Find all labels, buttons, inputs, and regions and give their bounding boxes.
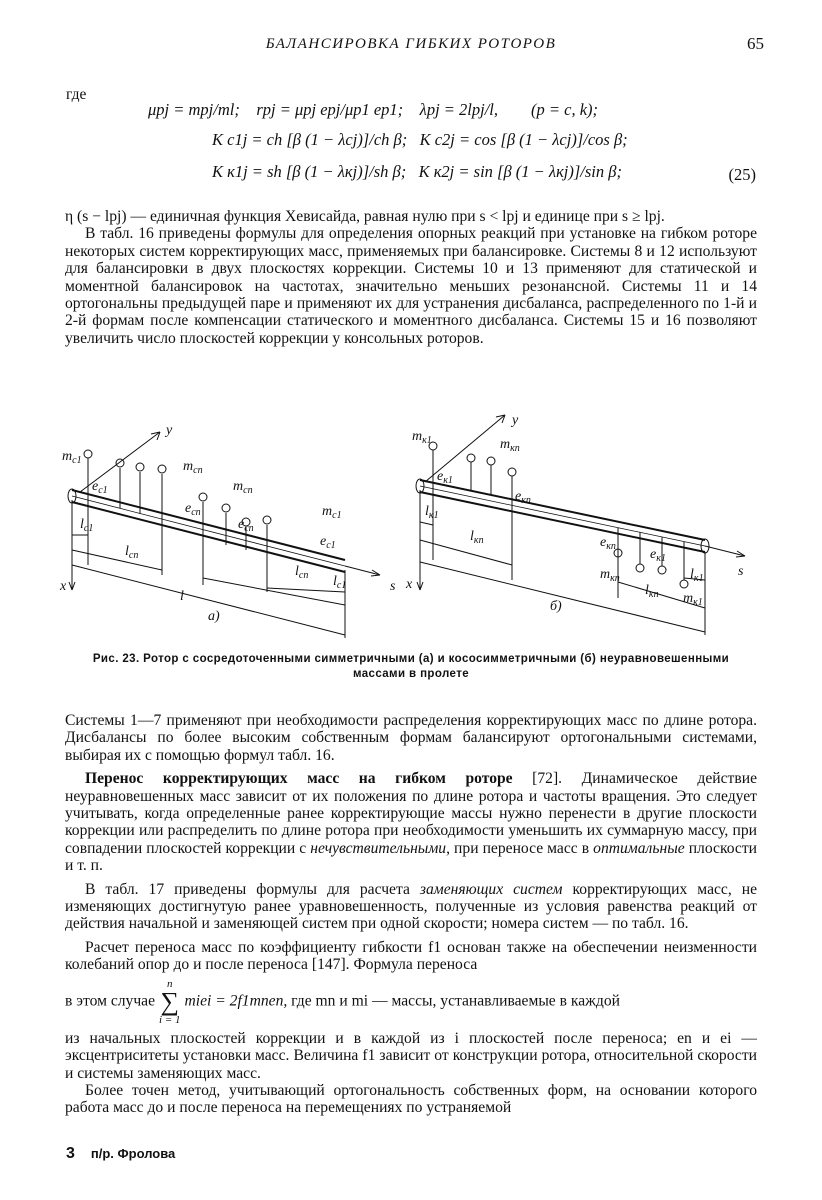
x-axis-label-b: x (406, 577, 413, 592)
paragraph-flexibility: Расчет переноса масс по коэффициенту гибкости f1 основан также на обеспечении неизменности колебаний опор до и после переноса [147]. Формула переноса (65, 938, 757, 974)
svg-text:eк1: $e_{к1}$ (437, 469, 453, 486)
paragraph-transfer: Перенос корректирующих масс на гибком роторе [72]. Динамическое действие неуравновешенных масс зависит от их положения по длине ротора и частоты вращения. Это следует учитывать, когда определенные ранее корректирующие массы нужно перенести в другие плоскости коррекции или распределить по длине ротора при необходимости уменьшить их суммарную массу, при совпадении плоскостей коррекции с нечувствительными, при переносе масс в оптимальные плоскости и т. п. (65, 770, 757, 875)
section-heading: Перенос корректирующих масс на гибком роторе (85, 770, 513, 788)
svg-text:l: l (180, 589, 184, 604)
svg-text:mc1: $m_{c1}$ (62, 449, 82, 466)
paragraph-masses: из начальных плоскостей коррекции и в каждой из i плоскостей после переноса; en и ei — эксцентриситеты установки масс. Величина f1 зависит от конструкции ротора, относительной скорости и системы заменяющих масс. (65, 1029, 757, 1082)
figure-a-label: а) (208, 609, 220, 624)
paragraph-heaviside: η (s − lpj) — единичная функция Хевисайда, равная нулю при s < lpj и единице при s ≥ lpj. (65, 208, 665, 225)
y-axis-label-a: y (166, 423, 173, 438)
paragraph-table17: В табл. 17 приведены формулы для расчета заменяющих систем корректирующих масс, не изменяющих достигнутую ранее уравновешенность, полученные из условия равенства реакций от действия начальной и заменяющей систем при одной скорости; номера систем — по табл. 16. (65, 880, 757, 933)
text-block-top (65, 208, 757, 347)
text-block-bottom (65, 712, 757, 1117)
svg-text:mcn: $m_{cn}$ (183, 459, 203, 476)
paragraph-systems: Системы 1—7 применяют при необходимости распределения корректирующих масс по длине ротора. Дисбалансы по более высоким собственным формам балансируют ортогональными системами, выбирая их с помощью формул табл. 16. (65, 712, 757, 764)
running-title: БАЛАНСИРОВКА ГИБКИХ РОТОРОВ (265, 36, 557, 52)
svg-text:lкn: $l_{кn}$ (470, 529, 484, 546)
svg-text:mcn: $m_{cn}$ (233, 479, 253, 496)
svg-text:lc1: $l_{c1}$ (80, 517, 94, 534)
equation-number: (25) (728, 165, 756, 184)
footer (66, 1145, 175, 1163)
svg-text:lcn: $l_{cn}$ (295, 564, 309, 581)
svg-text:mc1: $m_{c1}$ (322, 504, 342, 521)
figure-a (59, 423, 396, 638)
svg-text:mкn: $m_{кn}$ (600, 567, 620, 584)
figure-23 (0, 410, 822, 650)
page-number: 65 (747, 34, 764, 53)
svg-text:lc1: $l_{c1}$ (333, 574, 347, 591)
figure-b (405, 413, 745, 635)
svg-text:ec1: $e_{c1}$ (320, 534, 336, 551)
signature-mark: 3 (66, 1145, 75, 1162)
svg-text:eкn: $e_{кn}$ (515, 489, 531, 506)
x-axis-label-a: x (60, 579, 67, 594)
svg-text:lкn: $l_{кn}$ (645, 583, 659, 600)
figure-caption: Рис. 23. Ротор с сосредоточенными симметричными (а) и кососимметричными (б) неуравновешенными массами в пролете (92, 653, 730, 680)
s-axis-label-b: s (738, 564, 744, 579)
svg-text:mкn: $m_{кn}$ (500, 437, 520, 454)
svg-text:eк1: $e_{к1}$ (650, 547, 666, 564)
where-label: где (66, 86, 87, 103)
svg-text:lк1: $l_{к1}$ (425, 504, 439, 521)
svg-text:eкn: $e_{кn}$ (600, 535, 616, 552)
sum-symbol: n ∑ i = 1 (159, 977, 181, 1026)
svg-text:lcn: $l_{cn}$ (125, 544, 139, 561)
svg-text:ec1: $e_{c1}$ (92, 479, 108, 496)
svg-text:ecn: $e_{cn}$ (238, 517, 254, 534)
y-axis-label-b: y (512, 413, 519, 428)
figure-b-label: б) (550, 599, 562, 614)
paragraph-sum-formula: в этом случае n ∑ i = 1 miei = 2f1mnen, где mn и mi — массы, устанавливаемые в каждой (65, 977, 621, 1026)
formula-line-3: K к1j = sh [β (1 − λкj)]/sh β; K к2j = sin [β (1 − λкj)]/sin β; (212, 162, 622, 181)
s-axis-label-a: s (390, 579, 396, 594)
svg-text:ecn: $e_{cn}$ (185, 501, 201, 518)
paragraph-table16: В табл. 16 приведены формулы для определения опорных реакций при установке на гибком роторе некоторых систем корректирующих масс, применяемых при балансировке. Системы 8 и 12 используют для балансировки в двух плоскостях коррекции. Системы 10 и 13 применяют для статической и моментной балансировок на частотах, значительно меньших резонансной. Системы 11 и 14 ортогональны предыдущей паре и применяют их для устранения дисбаланса, распределенного по 1-й и 2-й формам после компенсации статического и моментного дисбаланса. Системы 15 и 16 позволяют увеличить число плоскостей коррекции у консольных роторов. (65, 225, 757, 347)
paragraph-orthogonal: Более точен метод, учитывающий ортогональность собственных форм, на основании которого работа масс до и после переноса на перемещениях по устраняемой (65, 1081, 757, 1117)
svg-text:lк1: $l_{к1}$ (690, 567, 704, 584)
formula-line-2: K c1j = ch [β (1 − λcj)]/ch β; K c2j = cos [β (1 − λcj)]/cos β; (212, 130, 628, 149)
formula-line-1: μpj = mpj/ml; rpj = μpj epj/μp1 ep1; λpj = 2lpj/l, (p = c, k); (148, 100, 599, 119)
footer-text: п/р. Фролова (90, 1146, 176, 1161)
svg-text:mк1: $m_{к1}$ (412, 429, 432, 446)
svg-text:mк1: $m_{к1}$ (683, 591, 703, 608)
